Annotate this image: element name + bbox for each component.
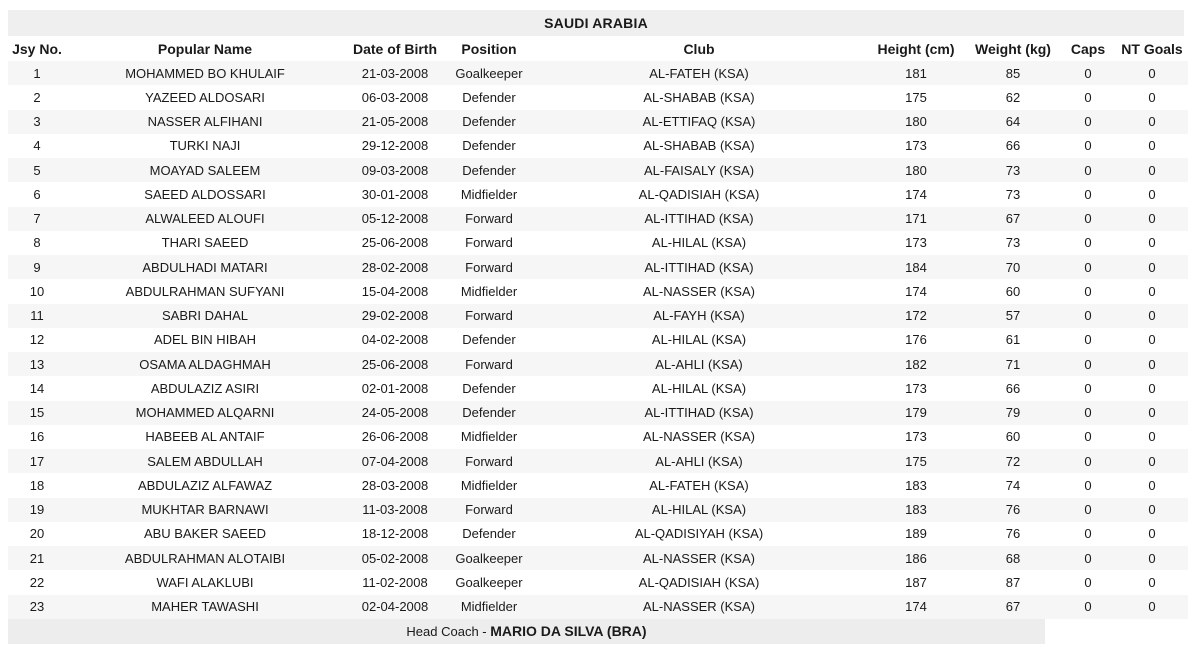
club-cell: AL-NASSER (KSA) [532,279,866,303]
player-name-cell: YAZEED ALDOSARI [66,85,344,109]
jersey-number-cell: 7 [8,207,66,231]
weight-cell: 73 [966,231,1060,255]
caps-cell: 0 [1060,182,1116,206]
weight-cell: 66 [966,376,1060,400]
player-name-cell: ABDULAZIZ ASIRI [66,376,344,400]
weight-cell: 57 [966,304,1060,328]
table-row [8,279,1188,303]
height-cell: 173 [866,376,966,400]
caps-cell: 0 [1060,546,1116,570]
caps-cell: 0 [1060,61,1116,85]
table-row [8,255,1188,279]
weight-cell: 67 [966,595,1060,619]
jersey-number-cell: 23 [8,595,66,619]
weight-cell: 61 [966,328,1060,352]
date-of-birth-cell: 02-01-2008 [344,376,446,400]
nt-goals-cell: 0 [1116,449,1188,473]
jersey-number-cell: 3 [8,110,66,134]
table-row [8,231,1188,255]
nt-goals-cell: 0 [1116,376,1188,400]
height-cell: 183 [866,498,966,522]
weight-cell: 67 [966,207,1060,231]
caps-cell: 0 [1060,522,1116,546]
table-row [8,182,1188,206]
weight-cell: 71 [966,352,1060,376]
player-name-cell: SALEM ABDULLAH [66,449,344,473]
position-cell: Forward [446,304,532,328]
club-cell: AL-ITTIHAD (KSA) [532,255,866,279]
position-cell: Midfielder [446,595,532,619]
caps-cell: 0 [1060,110,1116,134]
date-of-birth-cell: 29-12-2008 [344,134,446,158]
player-name-cell: MOAYAD SALEEM [66,158,344,182]
caps-cell: 0 [1060,498,1116,522]
position-cell: Defender [446,110,532,134]
player-name-cell: NASSER ALFIHANI [66,110,344,134]
weight-cell: 73 [966,158,1060,182]
date-of-birth-cell: 11-02-2008 [344,570,446,594]
club-cell: AL-SHABAB (KSA) [532,134,866,158]
player-name-cell: ALWALEED ALOUFI [66,207,344,231]
table-row [8,546,1188,570]
jersey-number-cell: 15 [8,401,66,425]
weight-cell: 87 [966,570,1060,594]
date-of-birth-cell: 28-02-2008 [344,255,446,279]
player-name-cell: MAHER TAWASHI [66,595,344,619]
caps-cell: 0 [1060,304,1116,328]
position-cell: Forward [446,449,532,473]
height-cell: 172 [866,304,966,328]
table-row [8,595,1188,619]
jersey-number-cell: 8 [8,231,66,255]
nt-goals-cell: 0 [1116,158,1188,182]
nt-goals-cell: 0 [1116,182,1188,206]
jersey-number-cell: 13 [8,352,66,376]
weight-cell: 74 [966,473,1060,497]
club-cell: AL-ITTIHAD (KSA) [532,401,866,425]
nt-goals-cell: 0 [1116,546,1188,570]
nt-goals-cell: 0 [1116,473,1188,497]
caps-cell: 0 [1060,473,1116,497]
club-cell: AL-ETTIFAQ (KSA) [532,110,866,134]
date-of-birth-cell: 11-03-2008 [344,498,446,522]
player-name-cell: ABDULRAHMAN SUFYANI [66,279,344,303]
jersey-number-cell: 11 [8,304,66,328]
weight-cell: 60 [966,279,1060,303]
col-header-goals: NT Goals [1121,41,1183,57]
jersey-number-cell: 12 [8,328,66,352]
caps-cell: 0 [1060,328,1116,352]
weight-cell: 85 [966,61,1060,85]
table-row [8,61,1188,85]
jersey-number-cell: 17 [8,449,66,473]
col-header-height: Height (cm) [877,41,955,57]
caps-cell: 0 [1060,255,1116,279]
jersey-number-cell: 5 [8,158,66,182]
col-header-caps: Caps [1070,41,1106,57]
caps-cell: 0 [1060,376,1116,400]
table-row [8,425,1188,449]
club-cell: AL-FAYH (KSA) [532,304,866,328]
club-cell: AL-QADISIAH (KSA) [532,182,866,206]
date-of-birth-cell: 15-04-2008 [344,279,446,303]
nt-goals-cell: 0 [1116,110,1188,134]
club-cell: AL-FATEH (KSA) [532,61,866,85]
player-name-cell: ABU BAKER SAEED [66,522,344,546]
col-header-weight: Weight (kg) [975,41,1051,57]
date-of-birth-cell: 21-03-2008 [344,61,446,85]
caps-cell: 0 [1060,279,1116,303]
date-of-birth-cell: 09-03-2008 [344,158,446,182]
jersey-number-cell: 1 [8,61,66,85]
club-cell: AL-QADISIAH (KSA) [532,570,866,594]
player-rows [8,61,1188,619]
table-row [8,498,1188,522]
coach-bar [8,619,1045,644]
date-of-birth-cell: 26-06-2008 [344,425,446,449]
jersey-number-cell: 6 [8,182,66,206]
club-cell: AL-AHLI (KSA) [532,449,866,473]
player-name-cell: HABEEB AL ANTAIF [66,425,344,449]
player-name-cell: ABDULHADI MATARI [66,255,344,279]
weight-cell: 62 [966,85,1060,109]
table-row [8,158,1188,182]
nt-goals-cell: 0 [1116,522,1188,546]
jersey-number-cell: 14 [8,376,66,400]
weight-cell: 60 [966,425,1060,449]
caps-cell: 0 [1060,425,1116,449]
nt-goals-cell: 0 [1116,207,1188,231]
jersey-number-cell: 22 [8,570,66,594]
nt-goals-cell: 0 [1116,279,1188,303]
squad-table [8,37,1188,619]
caps-cell: 0 [1060,231,1116,255]
date-of-birth-cell: 25-06-2008 [344,352,446,376]
player-name-cell: WAFI ALAKLUBI [66,570,344,594]
jersey-number-cell: 19 [8,498,66,522]
date-of-birth-cell: 04-02-2008 [344,328,446,352]
height-cell: 174 [866,182,966,206]
position-cell: Midfielder [446,182,532,206]
date-of-birth-cell: 18-12-2008 [344,522,446,546]
club-cell: AL-QADISIYAH (KSA) [532,522,866,546]
jersey-number-cell: 16 [8,425,66,449]
player-name-cell: TURKI NAJI [66,134,344,158]
club-cell: AL-FATEH (KSA) [532,473,866,497]
position-cell: Goalkeeper [446,570,532,594]
date-of-birth-cell: 29-02-2008 [344,304,446,328]
player-name-cell: SAEED ALDOSSARI [66,182,344,206]
caps-cell: 0 [1060,570,1116,594]
club-cell: AL-NASSER (KSA) [532,425,866,449]
player-name-cell: OSAMA ALDAGHMAH [66,352,344,376]
weight-cell: 76 [966,498,1060,522]
weight-cell: 73 [966,182,1060,206]
height-cell: 173 [866,425,966,449]
col-header-jersey: Jsy No. [12,41,62,57]
weight-cell: 64 [966,110,1060,134]
nt-goals-cell: 0 [1116,401,1188,425]
height-cell: 183 [866,473,966,497]
weight-cell: 66 [966,134,1060,158]
caps-cell: 0 [1060,449,1116,473]
caps-cell: 0 [1060,401,1116,425]
table-row [8,207,1188,231]
height-cell: 181 [866,61,966,85]
caps-cell: 0 [1060,207,1116,231]
height-cell: 189 [866,522,966,546]
player-name-cell: MOHAMMED ALQARNI [66,401,344,425]
weight-cell: 72 [966,449,1060,473]
player-name-cell: ABDULRAHMAN ALOTAIBI [66,546,344,570]
position-cell: Defender [446,522,532,546]
jersey-number-cell: 10 [8,279,66,303]
height-cell: 173 [866,134,966,158]
nt-goals-cell: 0 [1116,498,1188,522]
jersey-number-cell: 4 [8,134,66,158]
player-name-cell: SABRI DAHAL [66,304,344,328]
player-name-cell: THARI SAEED [66,231,344,255]
player-name-cell: MOHAMMED BO KHULAIF [66,61,344,85]
nt-goals-cell: 0 [1116,304,1188,328]
col-header-dob: Date of Birth [353,41,437,57]
table-row [8,473,1188,497]
table-row [8,401,1188,425]
table-row [8,304,1188,328]
table-row [8,376,1188,400]
height-cell: 182 [866,352,966,376]
height-cell: 180 [866,110,966,134]
nt-goals-cell: 0 [1116,570,1188,594]
height-cell: 184 [866,255,966,279]
jersey-number-cell: 2 [8,85,66,109]
weight-cell: 76 [966,522,1060,546]
height-cell: 175 [866,449,966,473]
height-cell: 180 [866,158,966,182]
player-name-cell: ADEL BIN HIBAH [66,328,344,352]
club-cell: AL-ITTIHAD (KSA) [532,207,866,231]
club-cell: AL-SHABAB (KSA) [532,85,866,109]
position-cell: Forward [446,207,532,231]
table-row [8,328,1188,352]
nt-goals-cell: 0 [1116,255,1188,279]
team-title: SAUDI ARABIA [8,10,1184,36]
nt-goals-cell: 0 [1116,231,1188,255]
nt-goals-cell: 0 [1116,61,1188,85]
height-cell: 176 [866,328,966,352]
position-cell: Goalkeeper [446,546,532,570]
position-cell: Midfielder [446,425,532,449]
date-of-birth-cell: 24-05-2008 [344,401,446,425]
date-of-birth-cell: 06-03-2008 [344,85,446,109]
nt-goals-cell: 0 [1116,425,1188,449]
club-cell: AL-NASSER (KSA) [532,546,866,570]
height-cell: 175 [866,85,966,109]
weight-cell: 68 [966,546,1060,570]
player-name-cell: ABDULAZIZ ALFAWAZ [66,473,344,497]
club-cell: AL-HILAL (KSA) [532,376,866,400]
position-cell: Goalkeeper [446,61,532,85]
position-cell: Midfielder [446,473,532,497]
club-cell: AL-NASSER (KSA) [532,595,866,619]
position-cell: Forward [446,498,532,522]
table-row [8,110,1188,134]
date-of-birth-cell: 05-12-2008 [344,207,446,231]
caps-cell: 0 [1060,134,1116,158]
height-cell: 174 [866,279,966,303]
club-cell: AL-HILAL (KSA) [532,498,866,522]
position-cell: Defender [446,401,532,425]
position-cell: Midfielder [446,279,532,303]
position-cell: Defender [446,158,532,182]
position-cell: Defender [446,328,532,352]
weight-cell: 79 [966,401,1060,425]
table-row [8,85,1188,109]
date-of-birth-cell: 30-01-2008 [344,182,446,206]
jersey-number-cell: 20 [8,522,66,546]
height-cell: 179 [866,401,966,425]
nt-goals-cell: 0 [1116,328,1188,352]
nt-goals-cell: 0 [1116,352,1188,376]
height-cell: 187 [866,570,966,594]
table-row [8,570,1188,594]
date-of-birth-cell: 07-04-2008 [344,449,446,473]
club-cell: AL-FAISALY (KSA) [532,158,866,182]
caps-cell: 0 [1060,85,1116,109]
jersey-number-cell: 9 [8,255,66,279]
coach-label: Head Coach - [406,624,491,639]
col-header-name: Popular Name [157,41,253,57]
caps-cell: 0 [1060,595,1116,619]
caps-cell: 0 [1060,158,1116,182]
club-cell: AL-HILAL (KSA) [532,328,866,352]
jersey-number-cell: 21 [8,546,66,570]
col-header-club: Club [683,41,715,57]
jersey-number-cell: 18 [8,473,66,497]
position-cell: Forward [446,352,532,376]
table-row [8,134,1188,158]
date-of-birth-cell: 02-04-2008 [344,595,446,619]
position-cell: Forward [446,231,532,255]
date-of-birth-cell: 28-03-2008 [344,473,446,497]
nt-goals-cell: 0 [1116,134,1188,158]
nt-goals-cell: 0 [1116,595,1188,619]
height-cell: 186 [866,546,966,570]
date-of-birth-cell: 05-02-2008 [344,546,446,570]
caps-cell: 0 [1060,352,1116,376]
table-row [8,352,1188,376]
date-of-birth-cell: 25-06-2008 [344,231,446,255]
position-cell: Defender [446,376,532,400]
position-cell: Defender [446,134,532,158]
weight-cell: 70 [966,255,1060,279]
position-cell: Forward [446,255,532,279]
position-cell: Defender [446,85,532,109]
club-cell: AL-AHLI (KSA) [532,352,866,376]
coach-name: MARIO DA SILVA (BRA) [490,623,647,639]
nt-goals-cell: 0 [1116,85,1188,109]
club-cell: AL-HILAL (KSA) [532,231,866,255]
date-of-birth-cell: 21-05-2008 [344,110,446,134]
table-row [8,449,1188,473]
height-cell: 174 [866,595,966,619]
height-cell: 171 [866,207,966,231]
player-name-cell: MUKHTAR BARNAWI [66,498,344,522]
col-header-position: Position [461,41,517,57]
header-row [8,37,1188,61]
height-cell: 173 [866,231,966,255]
table-row [8,522,1188,546]
